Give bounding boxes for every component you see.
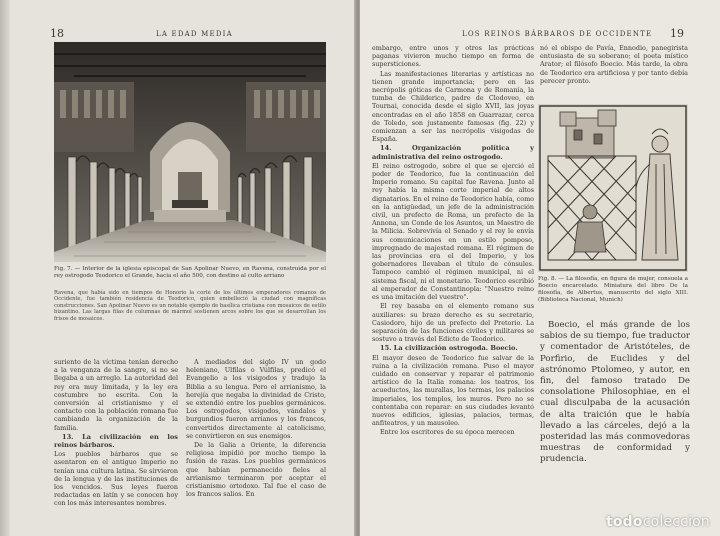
left-col1-paragraph-1: suriento de la víctima tenían derecho a la venganza de la sangre, si no se llegaba a un arreglo. La autoridad del rey era muy limitada, y la ley era costumbre no escrita. Con la conversión al cristianismo y el contacto con la población romana fue cambiando la organización de la familia. — [54, 358, 178, 432]
section-14-heading: 14. Organización política y administrativa del reino ostrogodo. — [372, 144, 534, 161]
right-running-head: LOS REINOS BÁRBAROS DE OCCIDENTE — [462, 30, 653, 38]
boethius-miniature-illustration — [538, 104, 688, 272]
left-page-number: 18 — [50, 27, 64, 40]
right-page-number: 19 — [670, 27, 684, 40]
left-col1-paragraph-2: Los pueblos bárbaros que se asentaron en el antiguo Imperio no tenían una cultura latina. Se sirvieron de la lengua y de las instituciones de los vencidos. Sus leyes fueron redactadas en latín y se conocen hoy con los más interesantes nombres. — [54, 450, 178, 508]
basilica-interior-illustration — [54, 42, 326, 262]
right-col1-paragraph-2: Las manifestaciones literarias y artísticas no tienen grande importancia; pero en las necrópolis góticas de Carmona y de Romanía, la tumba de Childerico, padre de Clodoveo, en Tournai, conocida desde el siglo XVII, las joyas encontradas en el año 1858 en Guarrazar, cerca de Toledo, son justamente famosas (fig. 22) y comienzan a ser las necrópolis visigodas de España. — [372, 69, 534, 144]
right-col1-paragraph-4: El rey basaba en el elemento romano sus auxiliares: su brazo derecho es su secretario, Casiodoro, hijo de un prefecto del Pretorio. La separación de las funciones civiles y militares se sostuvo a través del Edicto de Teodorico. — [372, 302, 534, 344]
right-col1-paragraph-5: El mayor deseo de Teodorico fue salvar de la ruina a la civilización romana. Puso el mayor cuidado en conservar y reparar el patrimonio artístico de la Italia romana: los teatros, los acueductos, las murallas, los termas, los palacios imperiales, los templos, los muros. Pero no se contentaba con reparar: en sus ciudades levantó nuevos edificios, iglesias, palacios, termas, anfiteatros, y un mausoleo. — [372, 353, 534, 428]
section-13-heading: 13. La civilización en los reinos bárbaros. — [54, 432, 178, 450]
page-edge-shadow — [0, 0, 10, 536]
left-figure-caption: Fig. 7. — Interior de la iglesia episcopal de San Apolinar Nuevo, en Ravena, construida por el rey ostrogodo Teodorico el Grande, hacia el año 500, con destino al culto arriano — [54, 266, 326, 279]
left-figure-note: Ravena, que había sido en tiempos de Honorio la corte de los últimos emperadores romanos de Occidente, fue también residencia de Teodorico, quien embelleció la ciudad con magníficas construcciones. San Apolinar Nuevo es un notable ejemplo de basílica cristiana con mosaicos de estilo bizantino. Las largas filas de columnas de mármol sostienen arcos sobre los que se desarrollan los frisos de mosaicos. — [54, 290, 326, 322]
boethius-miniature-drawing — [538, 104, 688, 272]
left-col2-paragraph-2: De la Galia a Oriente, la diferencia religiosa impidió por mucho tiempo la fusión de razas. Los pueblos germánicos que habían permanecido fieles al arrianismo terminaron por aceptar el cristianismo ortodoxo. Tal fue el caso de los francos salios. En — [186, 441, 326, 499]
left-column-1 — [54, 358, 178, 509]
watermark-prefix: todo — [605, 514, 643, 530]
right-page — [360, 0, 720, 536]
right-column-1 — [372, 44, 534, 438]
left-page — [0, 0, 356, 536]
left-column-2 — [186, 358, 326, 499]
boecio-paragraph: Boecio, el más grande de los sabios de su tiempo, fue traductor y comentador de Aristóteles, de Porfirio, de Euclides y del astrónomo Ptolomeo, y autor, en fin, del famoso tratado De consolatione Philosophiae, en el cual disculpaba de la acusación de alta traición que le había llevado a las cárceles, dejó a la posteridad las más conmovedoras muestras de conformidad y prudencia. — [540, 320, 690, 465]
right-col1-paragraph-1: embargo, entre unos y otros las prácticas paganas vivieron mucho tiempo en forma de supersticiones. — [372, 44, 534, 69]
watermark-suffix: coleccion — [642, 514, 710, 530]
right-col1-paragraph-6: Entre los escritores de su época merecen — [380, 428, 515, 437]
left-running-head: LA EDAD MEDIA — [156, 30, 233, 38]
right-column-2-bottom — [540, 320, 690, 467]
todocoleccion-watermark — [606, 514, 710, 530]
right-figure-caption: Fig. 8. — La filosofía, en figura de mujer, consuela a Boecio encarcelado. Miniatura del libro De la filosofía, de Albertus, manuscrito del siglo XIII. (Biblioteca Nacional, Munich) — [538, 276, 688, 303]
left-col2-paragraph-1: A mediados del siglo IV un godo heleniano, Ulfilas o Vúlfilas, predicó el Evangelio a los visigodos y tradujo la Biblia a su lengua. Pero el arrianismo, la herejía que negaba la divinidad de Cristo, se extendió entre los pueblos germánicos. Los ostrogodos, visigodos, vándalos y burgundios fueron arrianos y los francos, convertidos directamente al catolicismo, se convirtieron en sus enemigos. — [186, 358, 326, 440]
section-15-heading: 15. La civilización ostrogoda. Boecio. — [380, 344, 518, 353]
right-column-2-top — [540, 44, 688, 86]
basilica-interior-drawing — [54, 42, 326, 262]
right-col1-paragraph-3: El reino ostrogodo, sobre el que se ejerció el poder de Teodorico, fue la continuación del Imperio romano. Su capital fue Ravena. Junto al rey había la misma corte imperial de altos dignatarios. En el reino de Teodorico había, como en la antigüedad, un jefe de la administración civil, un prefecto de Roma, un prefecto de la Annona, un Conde de los Asuntos, un Maestro de la Milicia. Sobrevivía el Senado y el rey le envía sus comunicaciones en un estilo pomposo, impregnado de majestad romana. El régimen de las provincias era el del Imperio, y los gobernadores llevaban el título de cónsules. Tampoco cambió el régimen municipal, ni el sistema fiscal, ni el monetario. Teodorico escribió al emperador de Constantinopla: "Nuestro reino es una imitación del vuestro". — [372, 161, 534, 302]
right-col2-top-paragraph: nó el obispo de Pavía, Ennodio, panegirista entusiasta de su soberano; el poeta místico Arator; el filósofo Boecio. Más tarde, la obra de Teodorico era artificiosa y por tanto debía perecer pronto. — [540, 44, 688, 85]
